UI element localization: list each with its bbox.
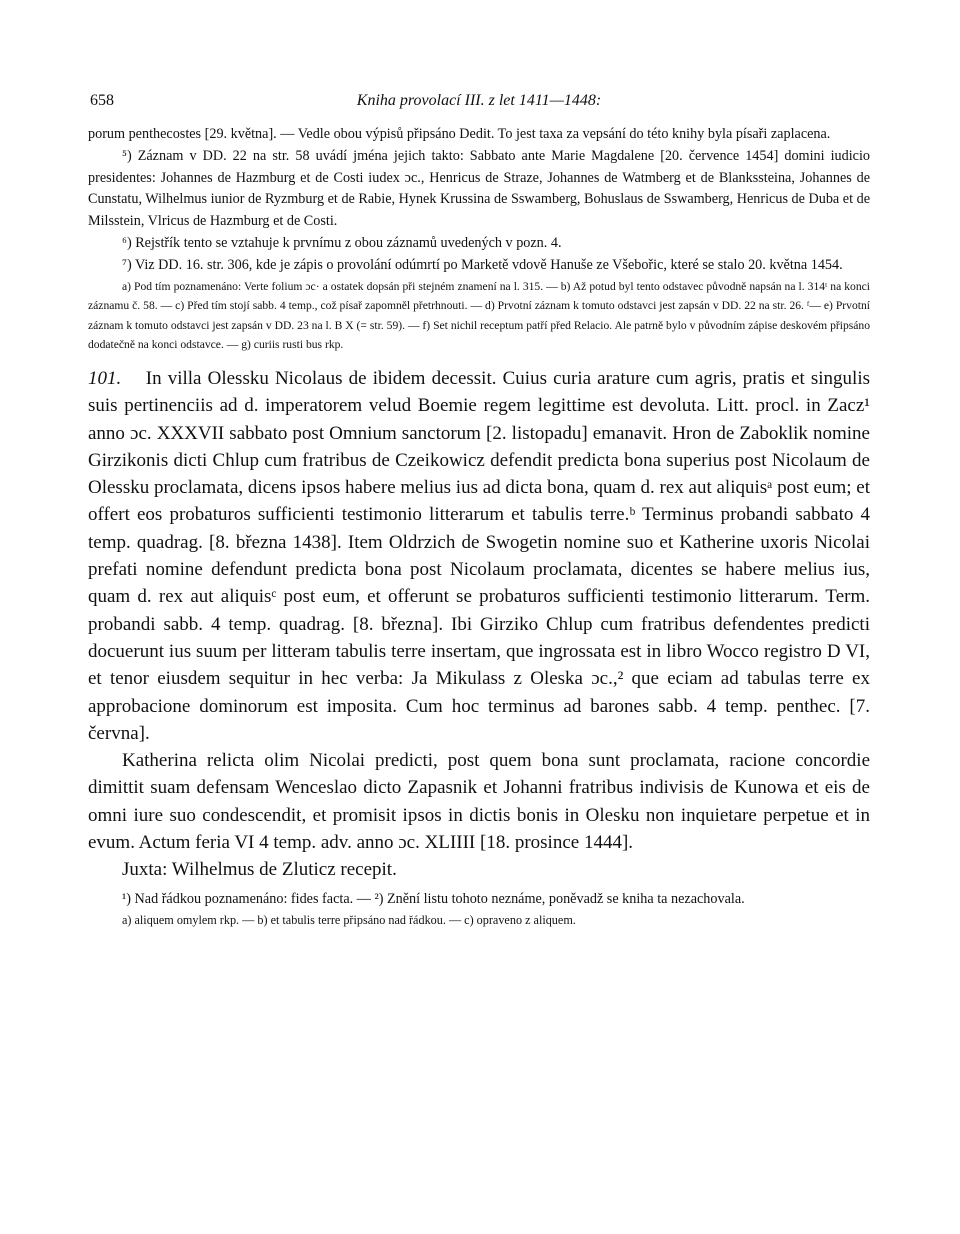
top-footnotes bbox=[88, 124, 870, 355]
page-number: 658 bbox=[90, 92, 114, 109]
page bbox=[88, 86, 870, 930]
textual-notes-top: a) Pod tím poznamenáno: Verte folium ɔc· a ostatek dopsán při stejném znamení na l. 315. — b) Až potud byl tento odstavec původně napsán na l. 314ᵗ na konci záznamu č. 58. — c) Před tím stojí sabb. 4 temp., což písař zapomněl přetrhnouti. — d) Prvotní záznam k tomuto odstavci jest zapsán v DD. 22 na str. 26. ᶠ— e) Prvotní záznam k tomuto odstavci jest zapsán v DD. 23 na l. B X (= str. 59). — f) Set nichil receptum patří před Relacio. Ale patrně bylo v původním zápise deskovém připsáno dodatečně na konci odstavce. — g) curiis rusti bus rkp. bbox=[88, 279, 870, 352]
entry-text-1: In villa Olessku Nicolaus de ibidem decessit. Cuius curia arature cum agris, pratis et singulis suis pertinenciis ad d. imperatorem velud Boemie regem legittime est devoluta. Litt. procl. in Zacz¹ anno ɔc. XXXVII sabbato post Omnium sanctorum [2. listopadu] emanavit. Hron de Zaboklik nomine Girzikonis dicti Chlup cum fratribus de Czeikowicz defendit predicta bona superius post Nicolaum de Olessku proclamata, dicens ipsos habere melius ius ad dicta bona, quam d. rex aut aliquisᵃ post eum; et offert eos probaturos sufficienti testimonio litterarum et tabulis terre.ᵇ Terminus probandi sabbato 4 temp. quadrag. [8. března 1438]. Item Oldrzich de Swogetin nomine suo et Katherine uxoris Nicolai prefati nomine defendunt predicta bona post Nicolaum proclamata, dicentes se habere melius ius, quam d. rex aut aliquisᶜ post eum, et offerunt se probaturos sufficienti testimonio litterarum. Term. probandi sabb. 4 temp. quadrag. [8. března]. Ibi Girziko Chlup cum fratribus defendentes predicti docuerunt ius suum per litteram tabulis terre insertam, que ingrossata est in libro Wocco registro D VI, et tenor eiusdem sequitur in hec verba: Ja Mikulass z Oleska ɔc.,² que eciam ad tabulas terre ex approbacione dominorum est imposita. Cum hoc terminus ad barones sabb. 4 temp. penthec. [7. června]. bbox=[88, 367, 871, 744]
footnote-5: ⁵) Záznam v DD. 22 na str. 58 uvádí jména jejich takto: Sabbato ante Marie Magdalene [20. července 1454] domini iudicio presidentes: Johannes de Hazmburg et de Costi iudex ɔc., Henricus de Straze, Johannes de Watmberg et de Blankssteina, Johannes de Cunstatu, Wilhelmus iunior de Ryzmburg et de Rabie, Hynek Krussina de Sswamberg, Bohuslaus de Sswamberg, Henricus de Duba et de Milsstein, Vlricus de Hazmburg et de Costi. bbox=[88, 147, 870, 230]
bottom-footnotes bbox=[88, 888, 870, 930]
page-header bbox=[88, 86, 870, 116]
footnote-continuation: porum penthecostes [29. května]. — Vedle obou výpisů připsáno Dedit. To jest taxa za vepsání do této knihy byla písaři zaplacena. bbox=[88, 126, 831, 142]
footnote-7: ⁷) Viz DD. 16. str. 306, kde je zápis o provolání odúmrtí po Marketě vdově Hanuše ze Všebořic, které se stalo 20. května 1454. bbox=[122, 256, 843, 273]
textual-notes-bottom: a) aliquem omylem rkp. — b) et tabulis terre připsáno nad řádkou. — c) opraveno z aliquem. bbox=[122, 912, 576, 927]
entry-paragraph-1 bbox=[88, 365, 870, 747]
entry-number: 101. bbox=[88, 367, 122, 389]
entry-paragraph-2: Katherina relicta olim Nicolai predicti, post quem bona sunt proclamata, racione concordie dimittit suam defensam Wenceslao dicto Zapasnik et Johanni fratribus indivisis de Kunowa et eis de omni iure suo condescendit, et promisit ipsos in dictis bonis in Olesku non inquietare perpetue et in evum. Actum feria VI 4 temp. adv. anno ɔc. XLIIII [18. prosince 1444]. bbox=[88, 750, 870, 853]
entry-101 bbox=[88, 365, 870, 884]
footnote-6: ⁶) Rejstřík tento se vztahuje k prvnímu z obou záznamů uvedených v pozn. 4. bbox=[122, 234, 562, 251]
entry-paragraph-3: Juxta: Wilhelmus de Zluticz recepit. bbox=[122, 859, 397, 881]
running-title: Kniha provolací III. z let 1411—1448: bbox=[356, 92, 602, 109]
footnotes-1-2: ¹) Nad řádkou poznamenáno: fides facta. — ²) Znění listu tohoto neznáme, poněvadž se kniha ta nezachovala. bbox=[122, 890, 745, 907]
